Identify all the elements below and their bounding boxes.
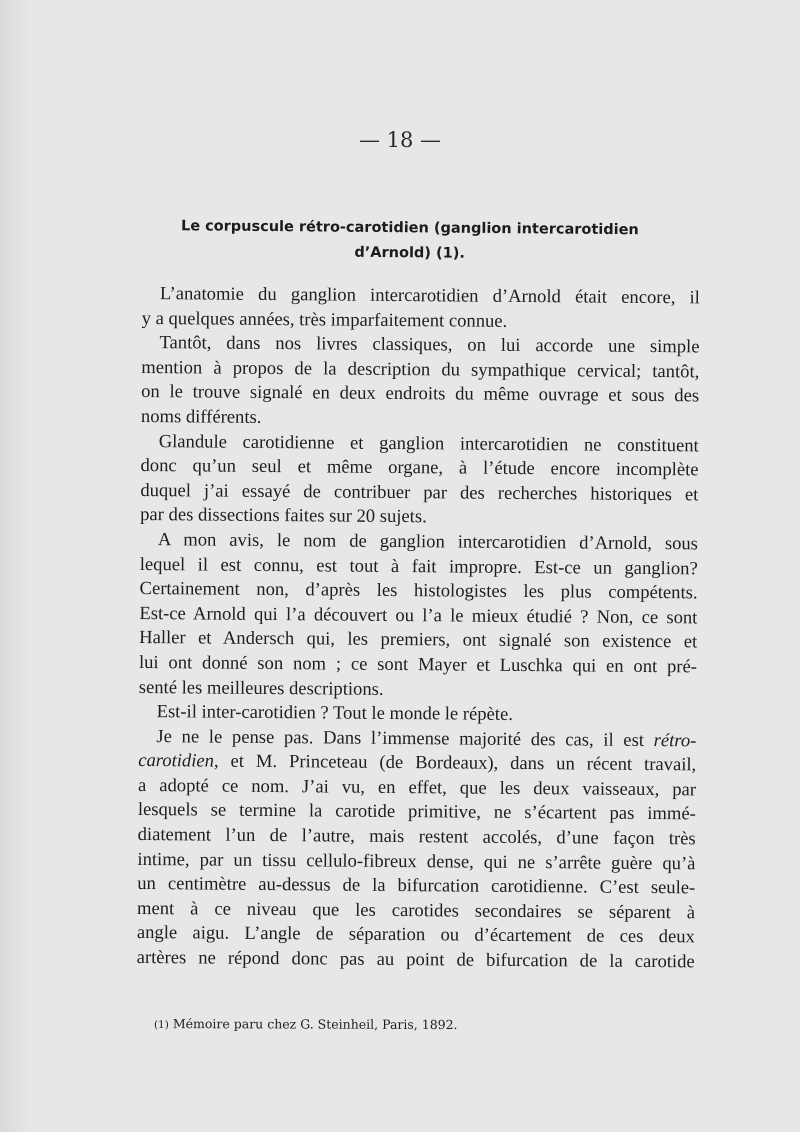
text-line: Tantôt, dans nos livres classiques, on lui accorde une simple <box>159 332 700 358</box>
text-line: a adopté ce nom. J’ai vu, en effet, que les deux vaisseaux, par <box>137 774 697 801</box>
text-line: artères ne répond donc pas au point de bifurcation de la carotide <box>136 947 695 973</box>
text-line: duquel j’ai essayé de contribuer par des recherches historiques et <box>140 479 699 506</box>
text-line: Glandule carotidienne et ganglion intercarotidien ne constituent <box>158 430 699 456</box>
text-line: Est-ce Arnold qui l’a découvert ou l’a le mieux étudié ? Non, ce sont <box>139 602 698 629</box>
text-line: L’anatomie du ganglion intercarotidien d’Arnold était encore, il <box>159 283 700 309</box>
footnote-text: Mémoire paru chez G. Steinheil, Paris, 1892. <box>172 1016 458 1033</box>
text-line: y a quelques années, très imparfaitement connue. <box>141 307 508 332</box>
text-line: senté les meilleures descriptions. <box>138 676 384 700</box>
text-segment: et M. Princeteau (de Bordeaux), dans un récent travail, <box>230 750 697 776</box>
heading-line-2: d’Arnold) (1). <box>354 244 465 262</box>
text-line: Certainement non, d’après les histologistes les plus compétents. <box>139 578 698 604</box>
footnote-mark: (1) <box>153 1019 169 1032</box>
body-text <box>137 282 700 975</box>
text-line: angle aigu. L’angle de séparation ou d’écartement de ces deux <box>136 922 695 948</box>
text-line: par des dissections faites sur 20 sujets. <box>140 504 427 528</box>
text-line: donc qu’un seul et même organe, à l’étude encore incomplète <box>140 455 699 481</box>
text-line: A mon avis, le nom de ganglion intercarotidien d’Arnold, sous <box>157 529 699 555</box>
text-line: on le trouve signalé en deux endroits du même ouvrage et sous des <box>141 381 700 407</box>
footnote <box>154 1016 654 1033</box>
text-line: lesquels se termine la carotide primitive, ne s’écartent pas immé- <box>137 799 696 825</box>
text-line: ment à ce niveau que les carotides secondaires se séparent à <box>136 897 696 924</box>
section-heading <box>150 214 670 269</box>
text-segment: Je ne le pense pas. Dans l’immense majorité des cas, il est <box>156 725 645 751</box>
page-number: — 18 — <box>358 128 442 152</box>
text-line: lui ont donné son nom ; ce sont Mayer et Luschka qui en ont pré- <box>138 651 698 678</box>
text-line: intime, par un tissu cellulo-fibreux dense, qui ne s’arrête guère qu’à <box>137 848 696 875</box>
heading-line-1: Le corpuscule rétro-carotidien (ganglion intercarotidien <box>180 218 639 239</box>
text-line: Est-il inter-carotidien ? Tout le monde le répète. <box>156 701 513 726</box>
italic-term: rétro- <box>653 729 697 752</box>
text-line: noms différents. <box>140 405 262 428</box>
page-edge-shadow <box>0 0 30 1132</box>
text-line: mention à propos de la description du sympathique cervical; tantôt, <box>141 356 700 383</box>
text-line: un centimètre au-dessus de la bifurcation carotidienne. C’est seule- <box>137 873 696 899</box>
text-line: lequel il est connu, est tout à fait impropre. Est-ce un ganglion? <box>139 553 698 579</box>
text-line: diatement l’un de l’autre, mais restent accolés, d’une façon très <box>137 824 696 850</box>
italic-term: carotidien, <box>138 750 219 772</box>
text-line: Haller et Andersch qui, les premiers, ont signalé son existence et <box>139 627 698 653</box>
